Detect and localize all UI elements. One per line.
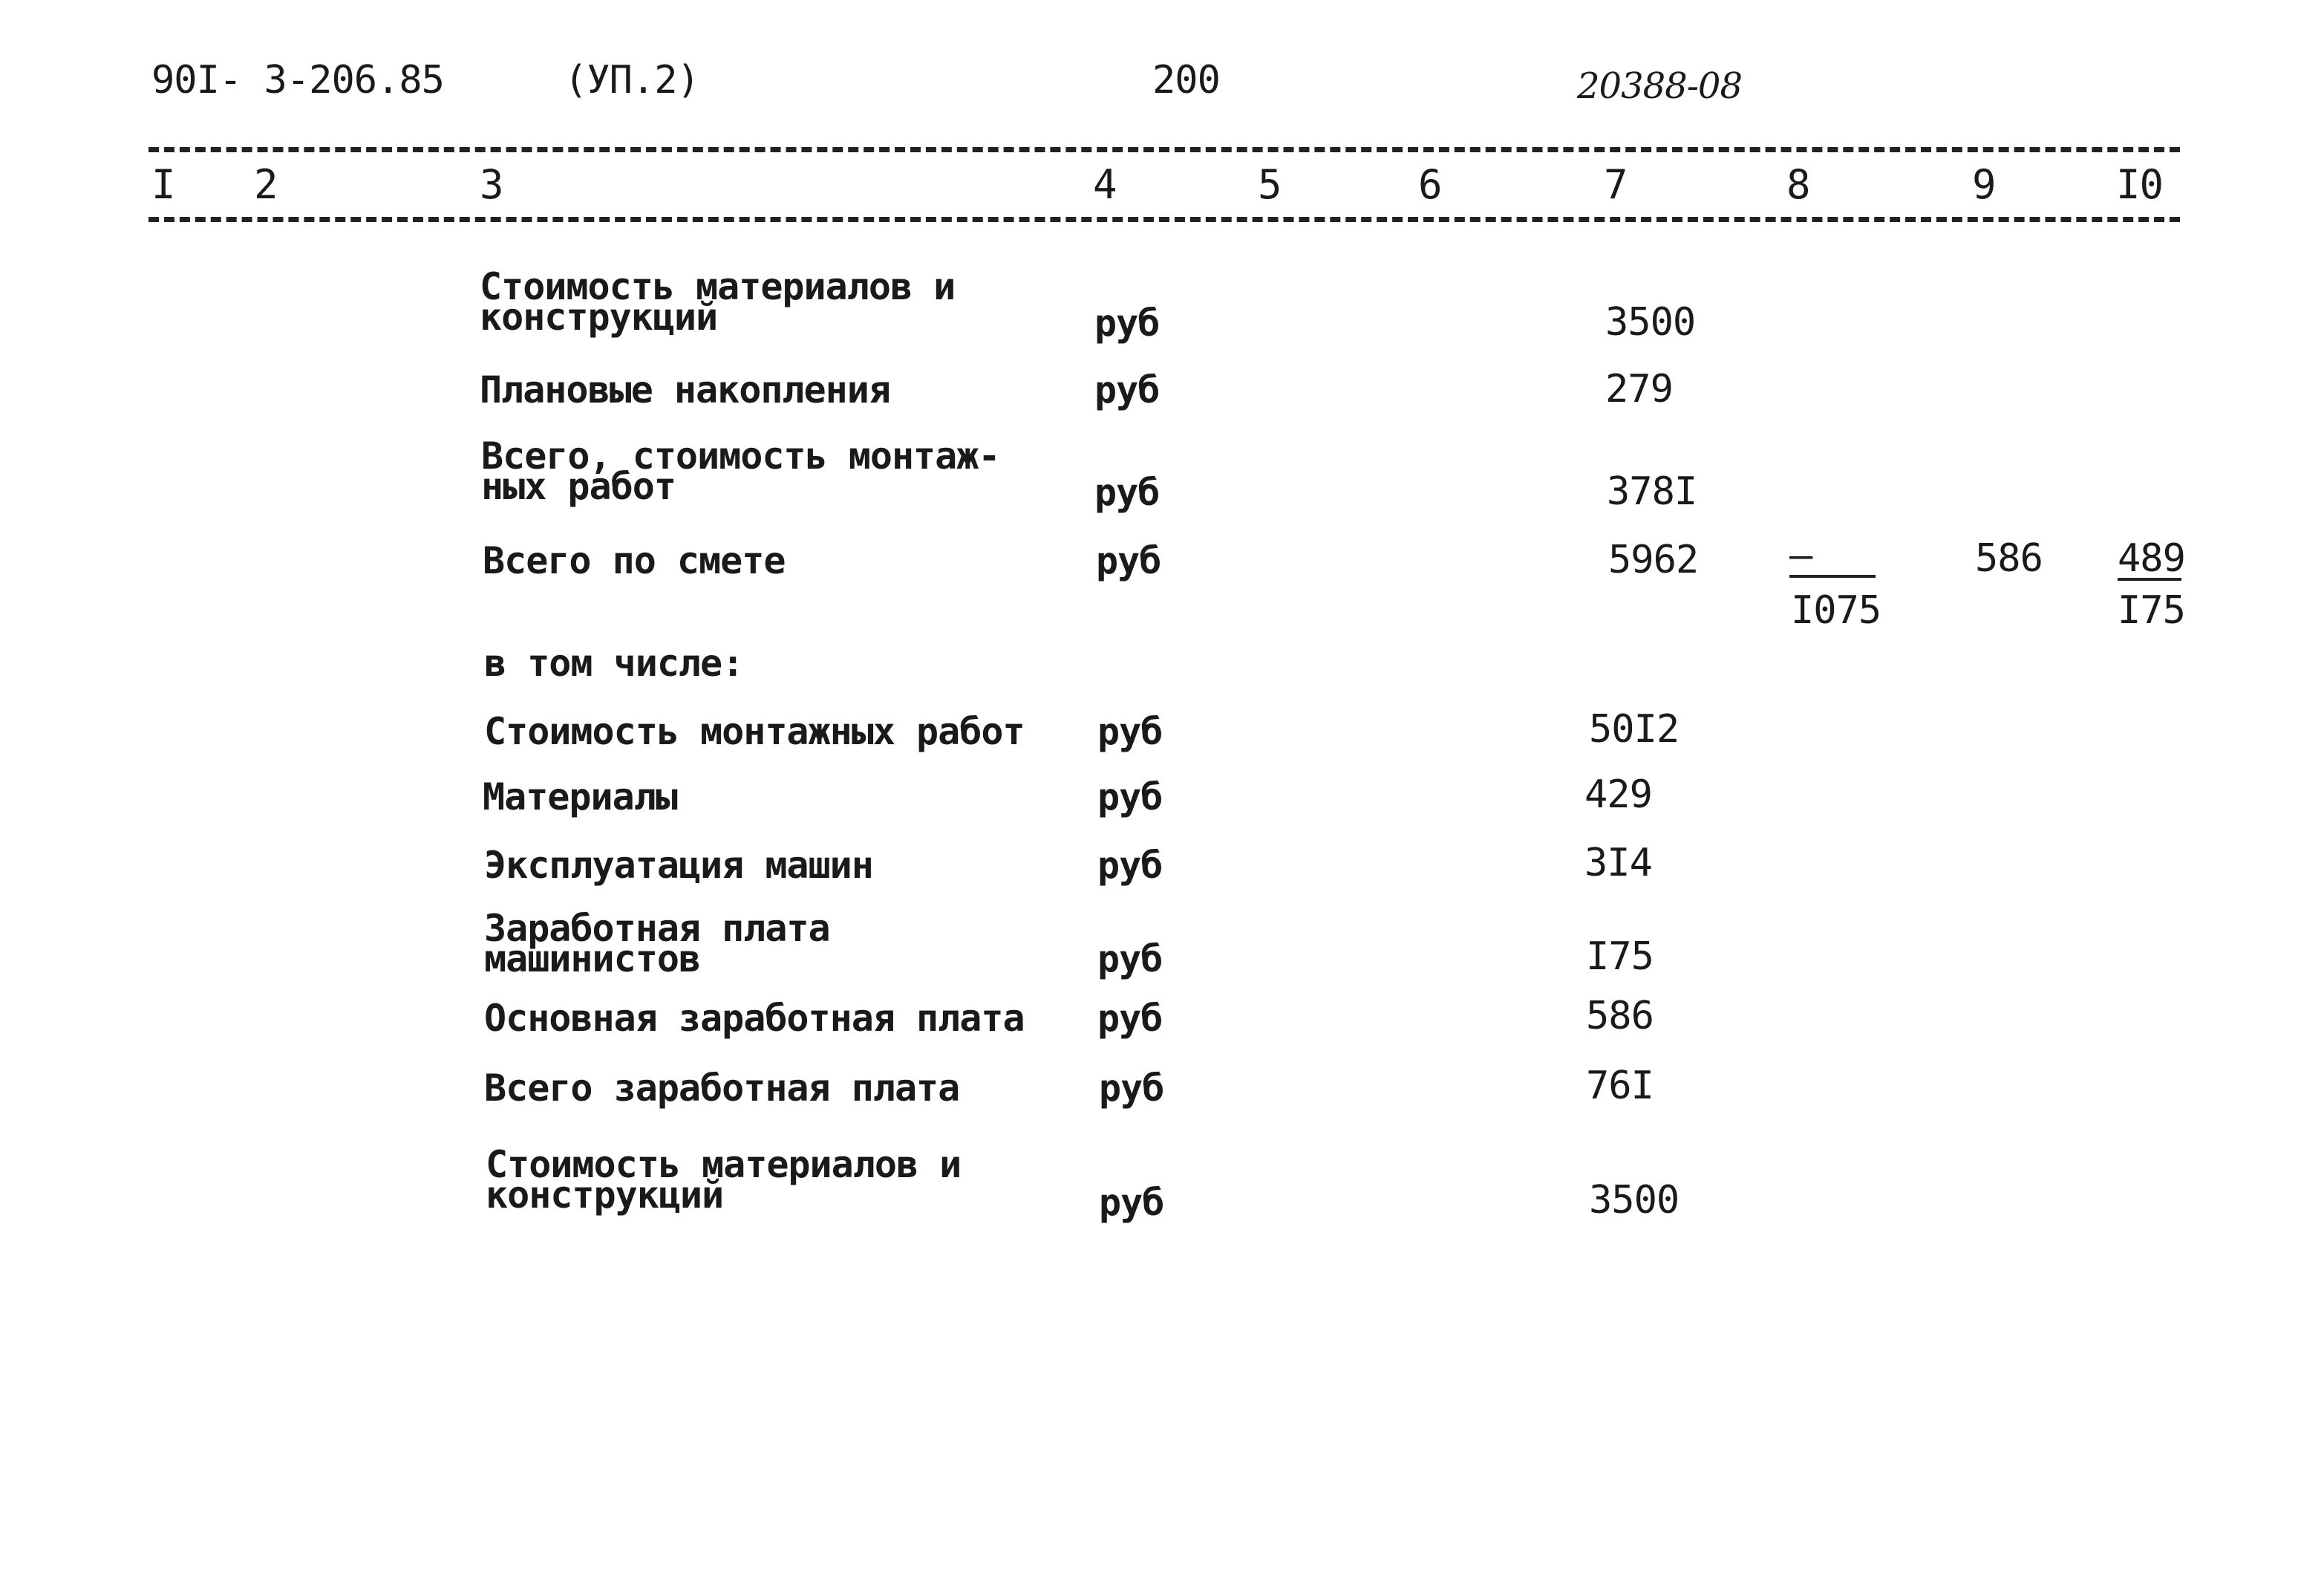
row-label-line: Всего, стоимость монтаж- [481,434,1000,478]
row-value-col7: I75 [1586,934,1654,979]
column-number: 6 [1418,161,1442,208]
row-label: Стоимость монтажных работ [484,710,1025,753]
row-unit: руб [1096,539,1161,582]
row-label [481,434,1000,508]
row-value-col7: 5962 [1608,538,1699,582]
column-number: 5 [1258,161,1282,208]
row-unit: руб [1097,997,1163,1040]
row-label: Всего по смете [483,539,786,582]
row-value-col7: 76I [1586,1064,1654,1108]
row-label: Плановые накопления [480,368,890,411]
column-number: 3 [480,161,503,208]
row-label-line: Стоимость материалов и [480,265,956,308]
row-label-line: Заработная плата [484,907,830,950]
row-unit: руб [1097,710,1163,753]
row-value-col7: 378I [1607,469,1697,514]
column-number: 9 [1972,161,1996,208]
row-value-col7: 586 [1586,994,1654,1038]
row-value-col10-top: 489 [2118,536,2185,581]
section-code: (УП.2) [564,58,699,102]
row-label-line: ных работ [481,465,676,508]
row-value-col7: 50I2 [1589,707,1680,752]
column-number: 2 [254,161,278,208]
column-number: 7 [1604,161,1628,208]
row-label-line: Стоимость материалов и [486,1143,962,1186]
row-value-col7: 3500 [1605,300,1696,345]
subsection-label: в том числе: [484,642,744,685]
column-number: I [151,161,175,208]
fraction-bar [2118,578,2181,581]
column-number: 8 [1786,161,1810,208]
row-value-col7: 429 [1584,772,1652,817]
column-number: 4 [1093,161,1117,208]
document-code: 90I- 3-206.85 [151,58,444,102]
row-unit: руб [1094,471,1160,514]
row-unit: руб [1097,775,1163,818]
row-value-col7: 3500 [1589,1178,1680,1222]
row-label: Эксплуатация машин [484,844,873,887]
row-label [484,907,830,980]
row-value-col10-bottom: I75 [2118,588,2185,633]
row-unit: руб [1094,368,1160,411]
row-label: Всего заработная плата [484,1067,960,1110]
fraction-bar [1789,575,1876,578]
row-unit: руб [1099,1067,1164,1110]
row-value-col8-bottom: I075 [1791,588,1881,633]
row-unit: руб [1097,844,1163,887]
row-label [480,265,956,339]
row-value-col7: 3I4 [1584,841,1652,885]
row-label: Материалы [483,775,677,818]
row-label [486,1143,962,1217]
row-unit: руб [1099,1181,1164,1224]
page-number: 200 [1152,58,1220,102]
row-label: Основная заработная плата [484,997,1025,1040]
bottom-dashed-rule [148,217,2180,222]
row-unit: руб [1094,302,1160,345]
row-label-line: конструкций [480,296,718,339]
row-label-line: машинистов [484,937,701,980]
column-number: I0 [2116,161,2164,208]
row-unit: руб [1097,937,1163,980]
archive-stamp: 20388-08 [1577,65,1742,107]
row-value-col8-top: – [1789,533,1812,578]
row-value-col9: 586 [1975,536,2043,581]
top-dashed-rule [148,147,2180,152]
row-label-line: конструкций [486,1173,724,1217]
row-value-col7: 279 [1605,367,1673,411]
